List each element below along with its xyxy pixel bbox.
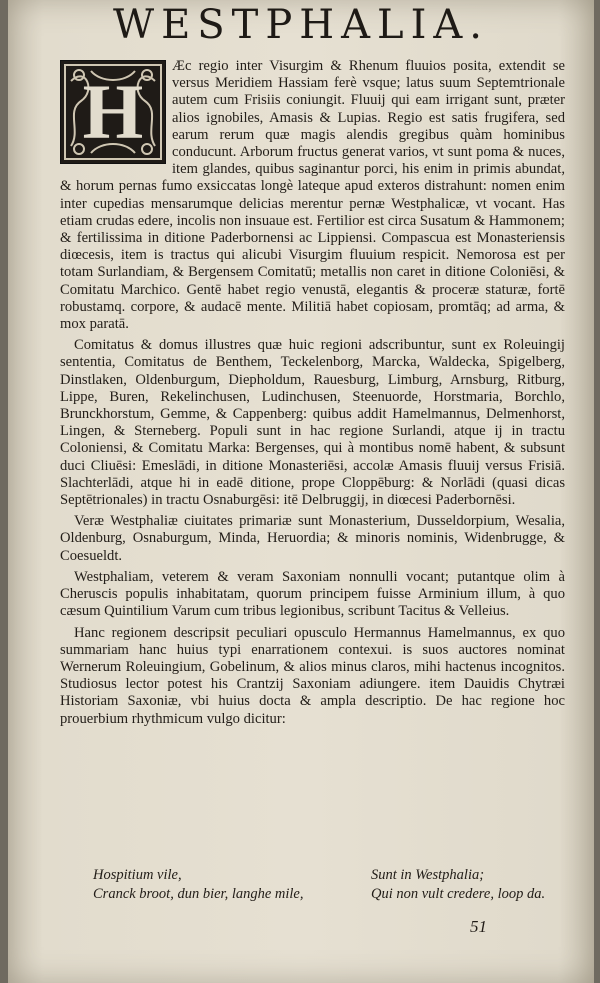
- paragraph-1: [60, 58, 565, 333]
- page-number: 51: [470, 917, 487, 936]
- book-page: [8, 0, 594, 983]
- body-text: [60, 58, 565, 732]
- paragraph-4: Westphaliam, veterem & veram Saxoniam nonnulli vocant; putantque olim à Cheruscis populis inhabitatam, quorum principem fuisse Arminium illum, à quo cæsum Quintilium Varum cum tribus legionibus, scribunt Tacitus & Velleius.: [60, 568, 565, 620]
- paragraph-2: Comitatus & domus illustres quæ huic regioni adscribuntur, sunt ex Roleuingij sententia, Comitatus de Benthem, Teckelenborg, Marcka, Waldecka, Spigelberg, Dinstlaken, Oldenburgum, Diepholdum, Rauesburg, Limburg, Arnsburg, Ritburg, Lippe, Buren, Rekelinchusen, Ludinchusen, Steenuorde, Horstmaria, Borchlo, Brunckhorstum, Gemme, & Cappenberg: quibus addit Hamelmannus, Delmenhorst, Lingen, & Sterneberg. Populi sunt in hac regione Surlandi, atque ij in tractu Coloniensi, & Comitatu Marka: Bergenses, qui à montibus nomē habent, & subsunt duci Cliuēsi: Emeslādi, in ditione Monasteriēsi, accolæ Amasis fluuij versus Frisiā. Slachterlādi, atque hi in eadē ditione, prope Cloppēburg: & Norlādi (quasi dicas Septētrionales) in tractu Osnaburgēsi: itē Delbruggij, in diœcesi Paderbornēsi.: [60, 337, 565, 509]
- paragraph-3: Veræ Westphaliæ ciuitates primariæ sunt Monasterium, Dusseldorpium, Wesalia, Oldenburg, Osnaburgum, Minda, Heruordia; & minoris nominis, Widenbrugge, & Coesueldt.: [60, 513, 565, 564]
- decorated-initial: [60, 60, 166, 164]
- verse-line: Sunt in Westphalia;: [371, 867, 485, 883]
- verse-line: Qui non vult credere, loop da.: [371, 886, 546, 902]
- verse-left-column: [93, 866, 353, 904]
- verse-right-column: [371, 866, 571, 904]
- verse-line: Cranck broot, dun bier, langhe mile,: [93, 886, 304, 902]
- verse-line: Hospitium vile,: [93, 867, 182, 883]
- paragraph-5: Hanc regionem descripsit peculiari opusculo Hermannus Hamelmannus, ex quo summariam hanc huius typi enarrationem contexui. is suos auctores nominat Wernerum Roleuingium, Gobelinum, & alios minus claros, mihi hactenus incognitos. Studiosus lector potest his Crantzij Saxoniam adiungere. item Dauidis Chytræi Historiam Saxoniæ, vbi huius docta & ampla descriptio. De hac regione hoc prouerbium rhythmicum vulgo dicitur:: [60, 624, 565, 727]
- initial-letter: H: [82, 68, 144, 155]
- paragraph-1-text: Æc regio inter Visurgim & Rhenum fluuios posita, extendit se versus Meridiem Hassiam ferè vsque; latus suum Septemtrionale autem cum Frisiis coniungit. Fluuij qui eam irrigant sunt, præter alios ignobiles, Amasis & Lupias. Regio est satis frugifera, sed earum rerum quæ magis alendis gregibus quàm hominibus conducunt. Arborum fructus generat varios, vt sunt poma & nuces, item glandes, quibus saginantur porci, his enim in primis abundat, & horum pernas fumo exsiccatas longè lateque apud exteros distrahunt: nomen enim inter cupedias mensarumque delicias merentur pernæ Westphalicæ, vt vocant. Has etiam crudas edere, incolis non insuaue est. Fertilior est circa Susatum & Hammonem; & fertilissima in ditione Paderbornensi ac Lippiensi. Compascua est Monasteriensis diœcesis, item is tractus qui alicubi Visurgim fluuium respicit. Nemorosa est per totam Surlandiam, & Bergensem Comitatū; metallis non caret in ditione Coloniēsi, & Comitatu Marchico. Gentē habet regio venustā, elegantis & proceræ staturæ, fortē robustamq. corpore, & audacē mente. Militiā habet copiosam, promtāq; ad arma, & mox paratā.: [60, 58, 565, 333]
- page-title: WESTPHALIA.: [112, 2, 490, 48]
